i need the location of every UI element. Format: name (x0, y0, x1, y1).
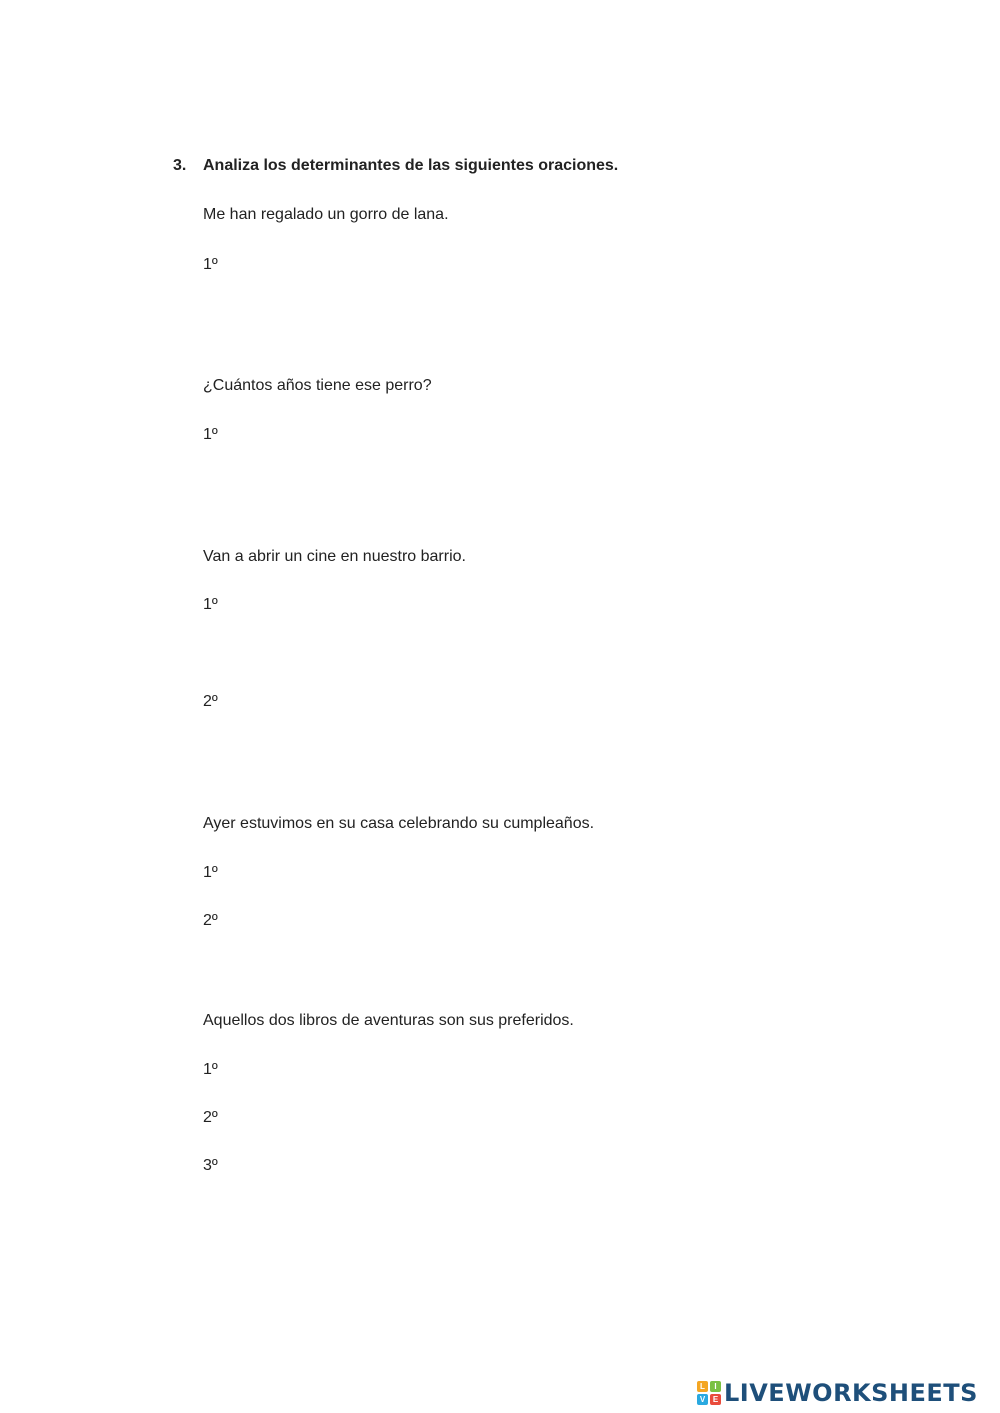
sentence-3: Van a abrir un cine en nuestro barrio. (203, 548, 466, 565)
answer-label-3-1[interactable]: 1º (203, 596, 218, 613)
sentence-4: Ayer estuvimos en su casa celebrando su cumpleaños. (203, 815, 595, 832)
answer-label-4-1[interactable]: 1º (203, 864, 218, 881)
logo-wordmark: LIVEWORKSHEETS (724, 1379, 978, 1407)
liveworksheets-logo (697, 1379, 978, 1407)
sentence-2: ¿Cuántos años tiene ese perro? (203, 377, 432, 394)
sentence-1: Me han regalado un gorro de lana. (203, 206, 449, 223)
sentence-5: Aquellos dos libros de aventuras son sus preferidos. (203, 1012, 574, 1029)
question-number: 3. (173, 157, 187, 174)
logo-mark-tile: L (697, 1381, 708, 1392)
answer-label-4-2[interactable]: 2º (203, 912, 218, 929)
logo-mark-tile: V (697, 1394, 708, 1405)
answer-label-2-1[interactable]: 1º (203, 426, 218, 443)
question-title: Analiza los determinantes de las siguientes oraciones. (203, 157, 619, 174)
logo-mark-tile: E (710, 1394, 721, 1405)
answer-label-5-1[interactable]: 1º (203, 1061, 218, 1078)
answer-label-1-1[interactable]: 1º (203, 256, 218, 273)
answer-label-3-2[interactable]: 2º (203, 693, 218, 710)
logo-mark-icon (697, 1381, 721, 1405)
answer-label-5-2[interactable]: 2º (203, 1109, 218, 1126)
answer-label-5-3[interactable]: 3º (203, 1157, 218, 1174)
logo-mark-tile: I (710, 1381, 721, 1392)
